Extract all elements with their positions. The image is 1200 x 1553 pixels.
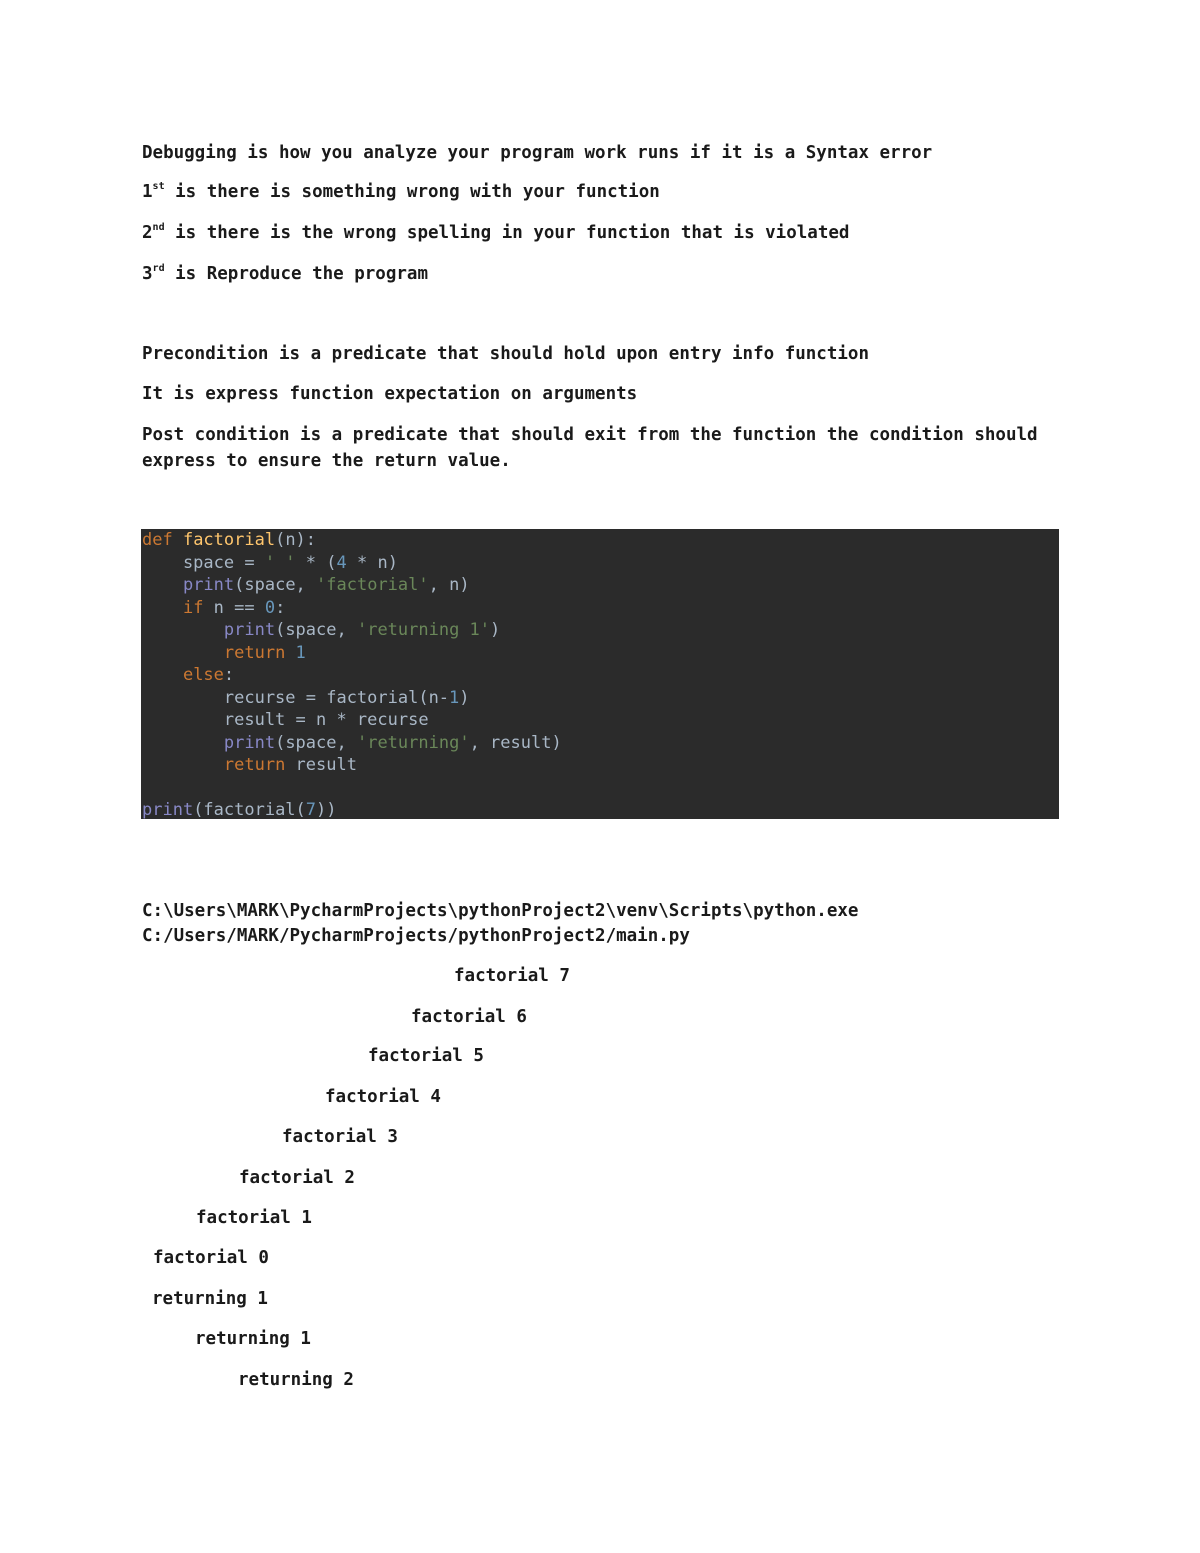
- step-text: is there is the wrong spelling in your function that is violated: [164, 223, 850, 243]
- step-text: is Reproduce the program: [164, 264, 428, 284]
- code-line: [142, 598, 285, 618]
- plain-token: :: [223, 665, 235, 685]
- output-line: returning 2: [238, 1370, 354, 1390]
- step-2: [142, 220, 849, 246]
- output-line: factorial 2: [239, 1168, 355, 1188]
- code-line: [142, 575, 470, 595]
- keyword-token: return: [223, 755, 296, 775]
- number-token: 4: [336, 552, 347, 573]
- output-line: factorial 7: [454, 966, 570, 986]
- debugging-definition: Debugging is how you analyze your program work runs if it is a Syntax error: [142, 143, 933, 163]
- postcondition-definition: Post condition is a predicate that should exit from the function the condition should express to ensure the return value.: [142, 425, 1038, 471]
- builtin-token: print: [223, 732, 276, 753]
- string-token: 'returning': [356, 732, 470, 753]
- code-line: [142, 643, 306, 663]
- plain-token: * (: [295, 552, 337, 573]
- code-line: [142, 800, 337, 820]
- code-line: [142, 710, 429, 730]
- code-line: [142, 620, 500, 640]
- step-number: 3: [142, 264, 153, 284]
- step-ordinal-suffix: st: [152, 181, 165, 193]
- plain-token: n ==: [213, 597, 265, 618]
- step-text: is there is something wrong with your function: [164, 182, 660, 202]
- output-line: factorial 3: [282, 1127, 398, 1147]
- step-number: 1: [142, 182, 153, 202]
- plain-token: result = n * recurse: [142, 710, 429, 730]
- plain-token: ): [490, 620, 501, 640]
- step-1: [142, 179, 660, 205]
- code-line: [142, 688, 470, 708]
- builtin-token: print: [223, 620, 276, 640]
- number-token: 7: [305, 800, 317, 820]
- number-token: 1: [449, 687, 460, 708]
- code-listing: [142, 529, 562, 822]
- plain-token: , n): [428, 575, 470, 595]
- plain-token: * n): [346, 552, 398, 573]
- keyword-token: return: [223, 642, 296, 663]
- builtin-token: print: [142, 800, 194, 820]
- output-line: factorial 5: [368, 1046, 484, 1066]
- plain-token: [142, 643, 224, 663]
- string-token: 'returning 1': [356, 620, 491, 640]
- precondition-definition: Precondition is a predicate that should hold upon entry info function: [142, 344, 869, 364]
- plain-token: [142, 733, 224, 753]
- plain-token: recurse = factorial(n-: [142, 687, 450, 708]
- plain-token: [142, 665, 183, 685]
- plain-token: space =: [142, 552, 265, 573]
- plain-token: (n):: [275, 530, 317, 550]
- interpreter-path: C:\Users\MARK\PycharmProjects\pythonProject2\venv\Scripts\python.exe: [142, 901, 859, 921]
- string-token: 'factorial': [316, 575, 429, 595]
- plain-token: , result): [469, 732, 562, 753]
- code-line: [142, 530, 316, 550]
- number-token: 1: [295, 642, 306, 663]
- step-3: [142, 261, 428, 287]
- plain-token: result: [295, 755, 357, 775]
- code-line: [142, 755, 357, 775]
- plain-token: :: [275, 597, 286, 618]
- plain-token: (space,: [275, 620, 357, 640]
- script-path: C:/Users/MARK/PycharmProjects/pythonProject2/main.py: [142, 926, 690, 946]
- output-line: factorial 1: [196, 1208, 312, 1228]
- string-token: ' ': [264, 552, 296, 573]
- plain-token: )): [316, 800, 337, 820]
- expectation-text: It is express function expectation on arguments: [142, 384, 638, 404]
- code-line: [142, 553, 398, 573]
- output-line: returning 1: [195, 1329, 311, 1349]
- output-line: returning 1: [152, 1289, 268, 1309]
- keyword-token: def: [142, 530, 183, 550]
- plain-token: ): [459, 687, 470, 708]
- plain-token: [142, 755, 224, 775]
- function-name-token: factorial: [182, 530, 276, 550]
- step-number: 2: [142, 223, 153, 243]
- keyword-token: if: [182, 597, 214, 618]
- plain-token: [142, 620, 224, 640]
- builtin-token: print: [182, 575, 235, 595]
- output-line: factorial 6: [411, 1007, 527, 1027]
- number-token: 0: [264, 597, 276, 618]
- output-line: factorial 0: [153, 1248, 269, 1268]
- step-ordinal-suffix: rd: [152, 263, 165, 275]
- plain-token: (factorial(: [193, 800, 306, 820]
- output-line: factorial 4: [325, 1087, 441, 1107]
- plain-token: [142, 598, 183, 618]
- code-line: [142, 665, 234, 685]
- code-block: [141, 529, 1059, 819]
- keyword-token: else: [182, 665, 224, 685]
- plain-token: (space,: [275, 732, 357, 753]
- step-ordinal-suffix: nd: [152, 222, 165, 234]
- plain-token: [142, 575, 183, 595]
- plain-token: (space,: [234, 575, 317, 595]
- code-line: [142, 733, 562, 753]
